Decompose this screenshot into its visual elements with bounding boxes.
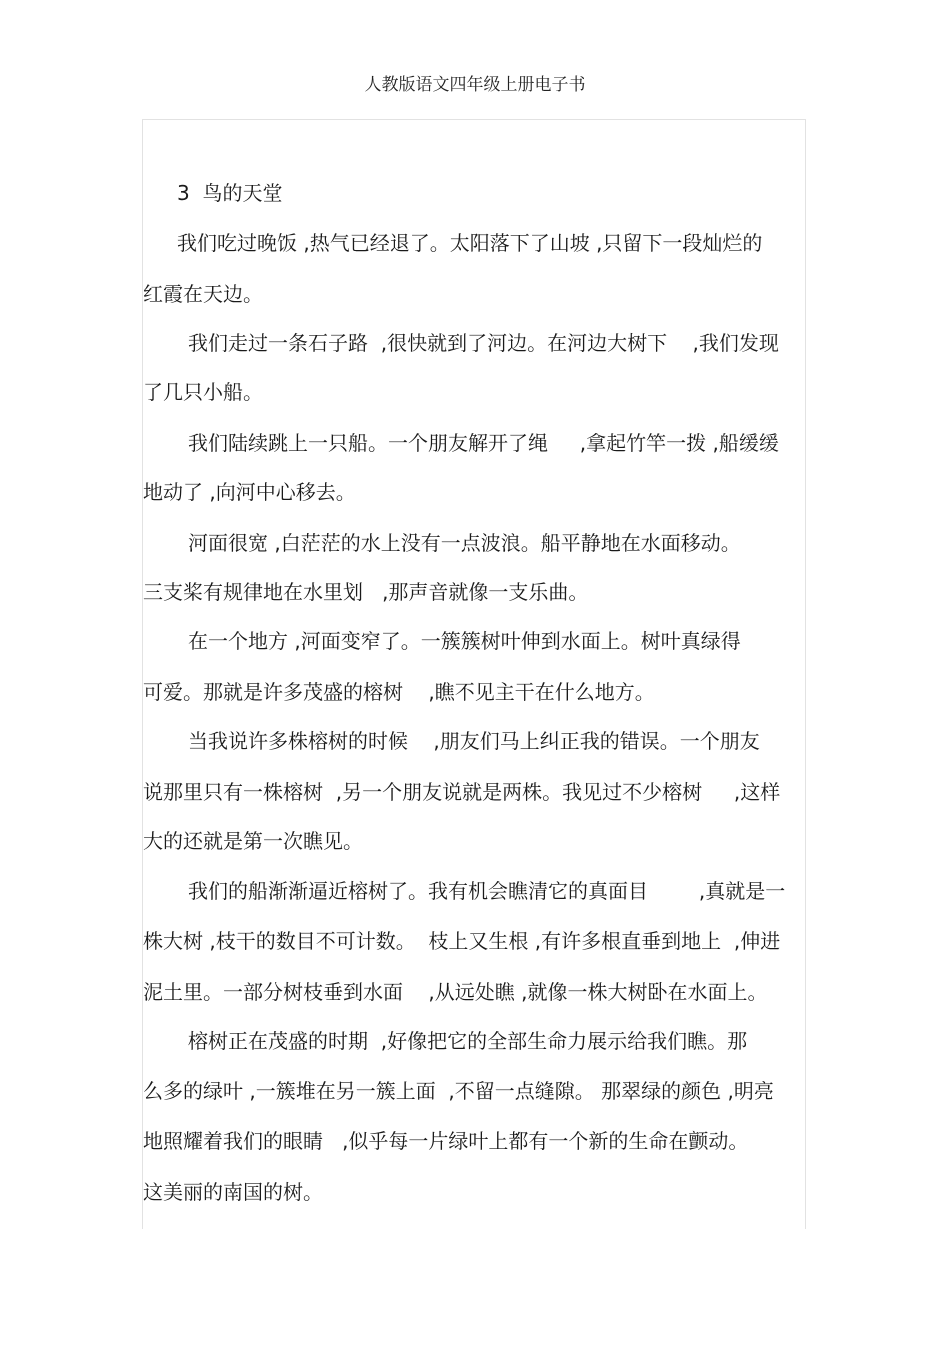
text-line: 说那里只有一株榕树 ,另一个朋友说就是两株。我见过不少榕树 ,这样 (143, 780, 781, 804)
text-line: 了几只小船。 (143, 380, 263, 404)
text-line: 当我说许多株榕树的时候 ,朋友们马上纠正我的错误。一个朋友 (188, 729, 760, 753)
text-line: 这美丽的南国的树。 (143, 1180, 323, 1204)
text-line: 株大树 ,枝干的数目不可计数。 枝上又生根 ,有许多根直垂到地上 ,伸进 (143, 929, 781, 953)
text-line: 我们走过一条石子路 ,很快就到了河边。在河边大树下 ,我们发现 (188, 331, 779, 355)
article-title: 3 鸟的天堂 (177, 181, 283, 205)
text-line: 三支桨有规律地在水里划 ,那声音就像一支乐曲。 (143, 580, 589, 604)
text-line: 我们的船渐渐逼近榕树了。我有机会瞧清它的真面目 ,真就是一 (188, 879, 786, 903)
page-header: 人教版语文四年级上册电子书 (364, 75, 586, 95)
text-line: 泥土里。一部分树枝垂到水面 ,从远处瞧 ,就像一株大树卧在水面上。 (143, 980, 768, 1004)
text-line: 地照耀着我们的眼睛 ,似乎每一片绿叶上都有一个新的生命在颤动。 (143, 1129, 749, 1153)
text-line: 我们陆续跳上一只船。一个朋友解开了绳 ,拿起竹竿一拨 ,船缓缓 (188, 431, 779, 455)
text-line: 大的还就是第一次瞧见。 (143, 829, 363, 853)
text-line: 地动了 ,向河中心移去。 (143, 480, 356, 504)
text-line: 么多的绿叶 ,一簇堆在另一簇上面 ,不留一点缝隙。 那翠绿的颜色 ,明亮 (143, 1079, 774, 1103)
text-line: 河面很宽 ,白茫茫的水上没有一点波浪。船平静地在水面移动。 (188, 531, 741, 555)
text-line: 榕树正在茂盛的时期 ,好像把它的全部生命力展示给我们瞧。那 (188, 1029, 748, 1053)
text-line: 红霞在天边。 (143, 282, 263, 306)
text-line: 我们吃过晚饭 ,热气已经退了。太阳落下了山坡 ,只留下一段灿烂的 (177, 231, 763, 255)
text-line: 在一个地方 ,河面变窄了。一簇簇树叶伸到水面上。树叶真绿得 (188, 629, 741, 653)
text-line: 可爱。那就是许多茂盛的榕树 ,瞧不见主干在什么地方。 (143, 680, 655, 704)
